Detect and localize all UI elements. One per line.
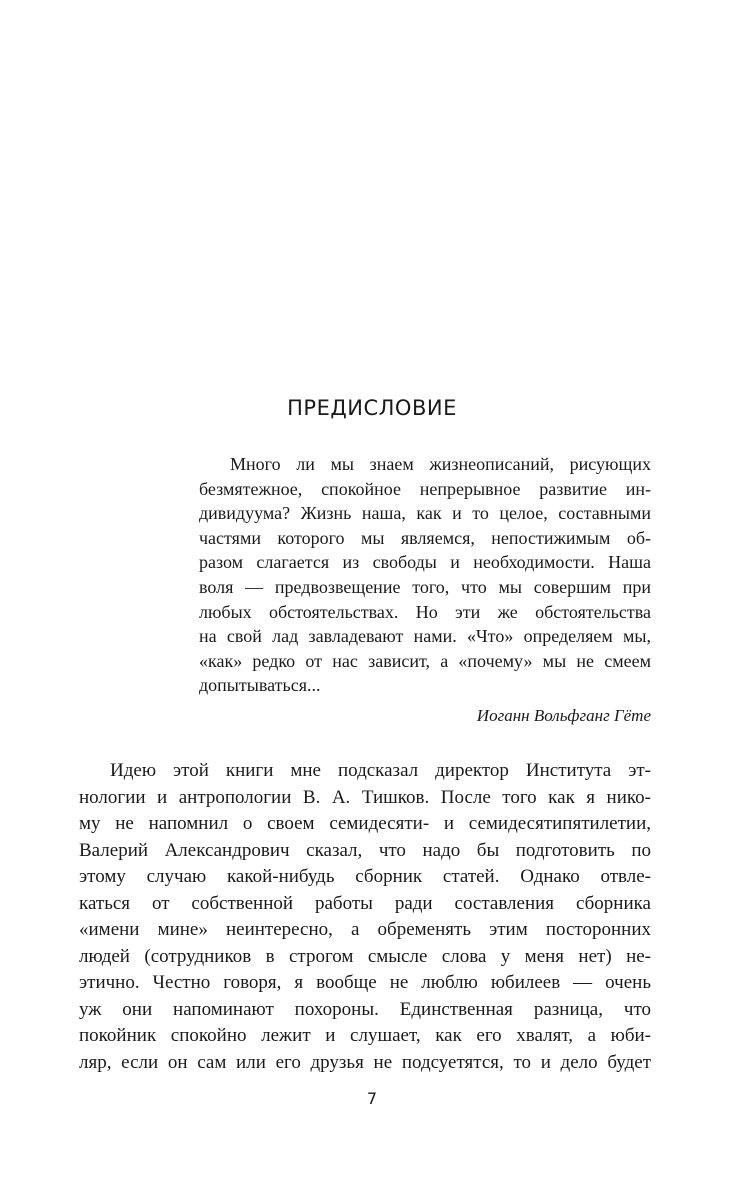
epigraph-line: дивидуума? Жизнь наша, как и то целое, составными: [199, 503, 651, 524]
epigraph-line: безмятежное, спокойное непрерывное развитие ин-: [199, 478, 651, 499]
epigraph-line: воля — предвозвещение того, что мы совершим при: [199, 576, 651, 597]
body-line: этично. Честно говоря, я вообще не люблю юбилеев — очень: [79, 972, 651, 993]
epigraph-line: допытываться...: [199, 675, 321, 696]
epigraph-line: частями которого мы являемся, непостижимым об-: [199, 527, 651, 548]
body-line: Валерий Александрович сказал, что надо бы подготовить по: [79, 839, 651, 861]
epigraph: [199, 452, 651, 698]
body-line: «имени мине» неинтересно, а обременять этим посторонних: [79, 919, 651, 940]
epigraph-line: любых обстоятельствах. Но эти же обстоятельства: [199, 601, 651, 622]
body-line: Идею этой книги мне подсказал директор Института эт-: [110, 760, 651, 781]
epigraph-line: на свой лад завладевают нами. «Что» определяем мы,: [199, 626, 651, 647]
body-line: покойник спокойно лежит и слушает, как его хвалят, а юби-: [79, 1025, 651, 1046]
epigraph-line: «как» редко от нас зависит, а «почему» мы не смеем: [199, 650, 651, 671]
page-title: ПРЕДИСЛОВИЕ: [287, 396, 457, 420]
body-line: ляр, если он сам или его друзья не подсуетятся, то и дело будет: [79, 1051, 651, 1073]
epigraph-line: Много ли мы знаем жизнеописаний, рисующих: [230, 454, 651, 474]
body-line: нологии и антропологии В. А. Тишков. После того как я нико-: [79, 786, 651, 808]
epigraph-line: разом слагается из свободы и необходимости. Наша: [199, 552, 651, 573]
body-line: уж они напоминают похороны. Единственная разница, что: [79, 998, 651, 1020]
page-number: 7: [366, 1089, 378, 1108]
body-line: этому случаю какой-нибудь сборник статей. Однако отвле-: [79, 866, 651, 887]
body-line: людей (сотрудников в строгом смысле слова у меня нет) не-: [79, 945, 651, 967]
epigraph-author: Иоганн Вольфганг Гёте: [476, 706, 651, 725]
body-paragraph: [79, 758, 651, 1076]
body-line: му не напомнил о своем семидесяти- и семидесятипятилетии,: [79, 813, 651, 834]
body-line: каться от собственной работы ради составления сборника: [79, 892, 651, 914]
